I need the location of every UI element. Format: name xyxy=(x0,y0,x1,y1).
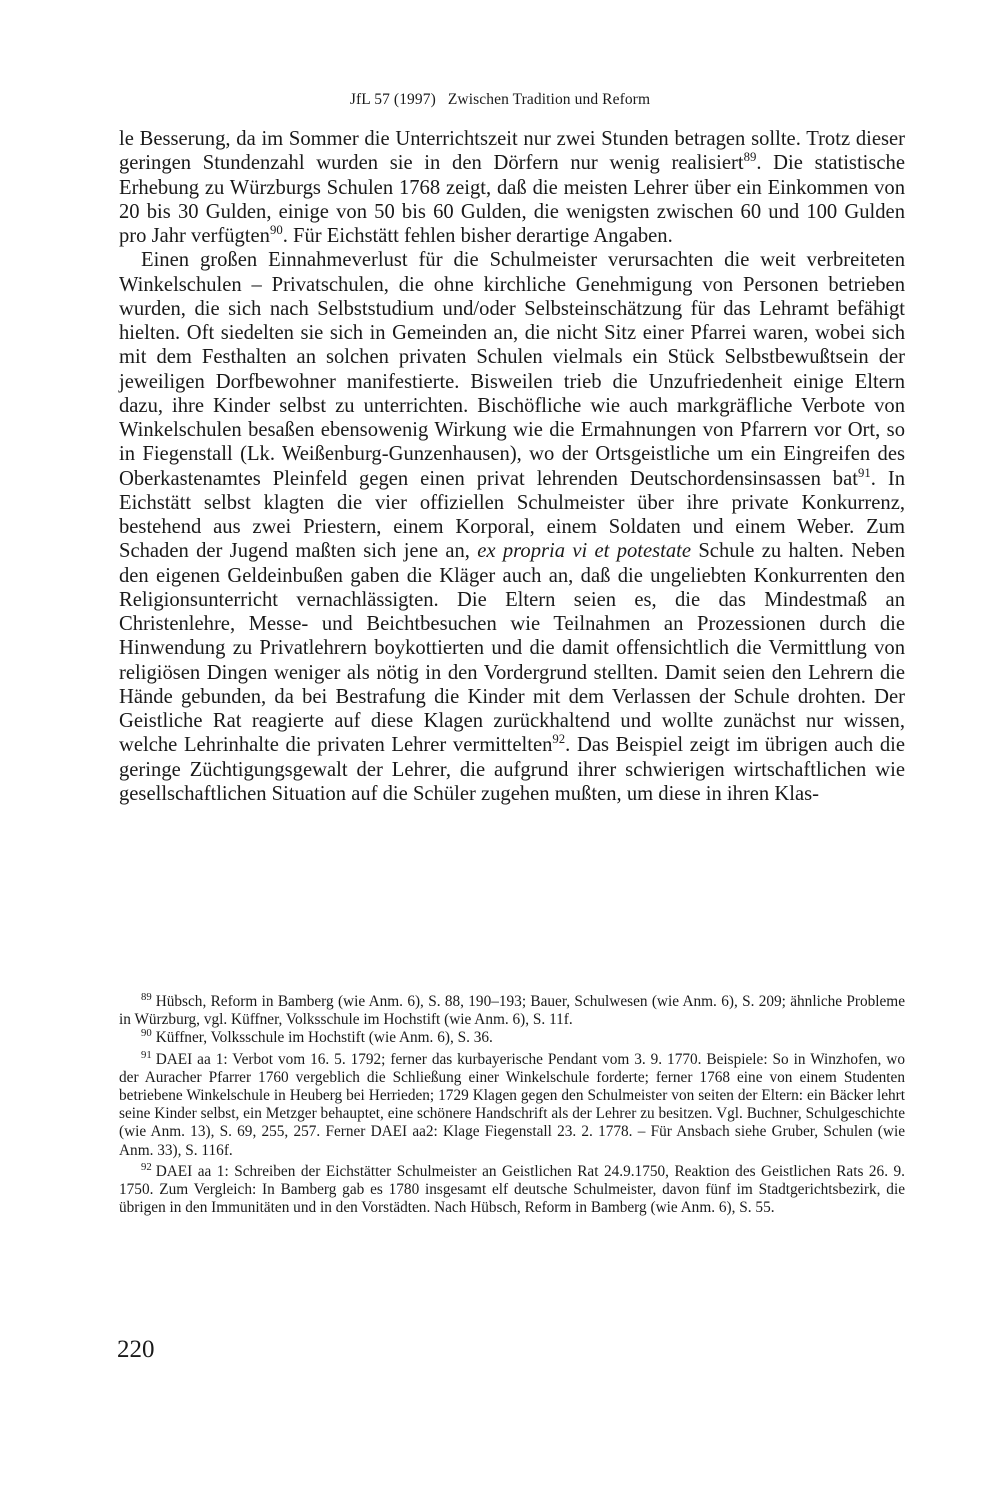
footnote-number: 90 xyxy=(141,1027,152,1040)
paragraph xyxy=(119,127,905,248)
footnote-text: DAEI aa 1: Verbot vom 16. 5. 1792; ferner das kurbayerische Pendant vom 3. 9. 1770. Beispiele: So in Winzhofen, wo der Auracher Pfarrer 1760 vergeblich die Schließung einer Winkelschule forderte; ferner 1768 eine von einem Studenten betriebene Winkelschule in Heuberg bei Herrieden; 1729 Klagen gegen den Schulmeister von seiten der Eltern: ein Bäcker lehrt seine Kinder selbst, ein Metzger behauptet, eine schönere Handschrift als der Lehrer zu besitzen. Vgl. Buchner, Schulgeschichte (wie Anm. 13), S. 69, 255, 257. Ferner DAEI aa2: Klage Fiegenstall 23. 2. 1778. – Für Ansbach siehe Gruber, Schulen (wie Anm. 33), S. 116f. xyxy=(119,1050,905,1159)
text-run: Einen großen Einnahmeverlust für die Schulmeister verursachten die weit verbreiteten Winkelschulen – Privatschulen, die ohne kirchliche Genehmigung von Personen betrieben wurden, die sich nach Selbststudium und/oder Selbsteinschätzung für das Lehramt befähigt hielten. Oft siedelten sie sich in Gemeinden an, die nicht Sitz einer Pfarrei waren, wobei sich mit dem Festhalten an solchen privaten Schulen vielmals ein Stück Selbstbewußtsein der jeweiligen Dorfbewohner manifestierte. Bisweilen trieb die Unzufriedenheit einige Eltern dazu, ihre Kinder selbst zu unterrichten. Bischöfliche wie auch markgräfliche Verbote von Winkelschulen besaßen ebensowenig Wirkung wie die Ermahnungen von Pfarrern vor Ort, so in Fiegenstall (Lk. Weißenburg-Gunzenhausen), wo der Ortsgeistliche um ein Eingreifen des Oberkastenamtes Pleinfeld gegen einen privat lehrenden Deutschordensinsassen bat xyxy=(119,249,905,490)
footnote-text: DAEI aa 1: Schreiben der Eichstätter Schulmeister an Geistlichen Rat 24.9.1750, Reaktion des Geistlichen Rats 26. 9. 1750. Zum Vergleich: In Bamberg gab es 1780 insgesamt elf deutsche Schulmeister, davon fünf im Stadtgerichtsbezirk, die übrigen in den Immunitäten und in den Vorstädten. Nach Hübsch, Reform in Bamberg (wie Anm. 6), S. 55. xyxy=(119,1162,905,1217)
footnote-ref[interactable]: 91 xyxy=(857,465,871,480)
footnote-ref[interactable]: 92 xyxy=(552,732,566,747)
main-text xyxy=(119,127,905,806)
footnote-number: 92 xyxy=(141,1160,152,1173)
footnote-ref[interactable]: 89 xyxy=(743,150,757,165)
footnote-ref[interactable]: 90 xyxy=(269,223,283,238)
footnote-text: Küffner, Volksschule im Hochstift (wie Anm. 6), S. 36. xyxy=(155,1029,493,1047)
text-run: . In Eichstätt selbst klagten die vier offiziellen Schulmeister über ihre private Konkurrenz, bestehend aus zwei Priestern, einem Korporal, einem Soldaten und einem Weber. Zum Schaden der Jugend maßten sich jene an, xyxy=(119,467,906,563)
footnote xyxy=(119,1029,905,1047)
page-number: 220 xyxy=(117,1336,155,1363)
text-run: . Die statistische Erhebung zu Würzburgs Schulen 1768 zeigt, daß die meisten Lehrer über ein Einkommen von 20 bis 30 Gulden, einige von 50 bis 60 Gulden, die wenigsten zwischen 60 und 100 Gulden pro Jahr verfügten xyxy=(119,152,905,247)
text-run: . Das Beispiel zeigt im übrigen auch die geringe Züchtigungsgewalt der Lehrer, die aufgrund ihrer schwierigen wirtschaftlichen wie gesellschaftlichen Situation auf die Schüler zugehen mußten, um diese in ihren Klas- xyxy=(119,734,905,805)
footnote-number: 91 xyxy=(141,1048,152,1061)
running-title: Zwischen Tradition und Reform xyxy=(447,91,651,108)
footnote-text: Hübsch, Reform in Bamberg (wie Anm. 6), S. 88, 190–193; Bauer, Schulwesen (wie Anm. 6), S. 209; ähnliche Probleme in Würzburg, vgl. Küffner, Volksschule im Hochstift (wie Anm. 6), S. 11f. xyxy=(119,993,905,1029)
footnote xyxy=(119,1160,905,1218)
journal-reference: JfL 57 (1997) xyxy=(349,91,436,108)
footnote xyxy=(119,1048,905,1160)
footnotes xyxy=(119,990,905,1217)
footnote xyxy=(119,990,905,1029)
footnote-number: 89 xyxy=(141,990,152,1003)
paragraph xyxy=(119,248,905,806)
running-header xyxy=(0,91,1000,109)
text-run: Schule zu halten. Neben den eigenen Geldeinbußen gaben die Kläger auch an, daß die ungeliebten Konkurrenten den Religionsunterricht vernachlässigten. Die Eltern seien es, die das Mindestmaß an Christenlehre, Messe- und Beichtbesuchen wie Teilnahmen an Prozessionen durch die Hinwendung zu Privatlehrern boykottierten und die damit offensichtlich die Vermittlung von religiösen Dingen weniger als nötig in den Vordergrund stellten. Damit seien den Lehrern die Hände gebunden, da bei Bestrafung die Kinder mit dem Verlassen der Schule drohten. Der Geistliche Rat reagierte auf diese Klagen zurückhaltend und wollte zunächst nur wissen, welche Lehrinhalte die privaten Lehrer vermittelten xyxy=(119,540,905,757)
latin-phrase: ex propria vi et potestate xyxy=(477,540,692,563)
text-run: . Für Eichstätt fehlen bisher derartige Angaben. xyxy=(282,225,673,247)
text-run: le Besserung, da im Sommer die Unterrichtszeit nur zwei Stunden betragen sollte. Trotz dieser geringen Stundenzahl wurden sie in den Dörfern nur wenig realisiert xyxy=(119,128,905,175)
